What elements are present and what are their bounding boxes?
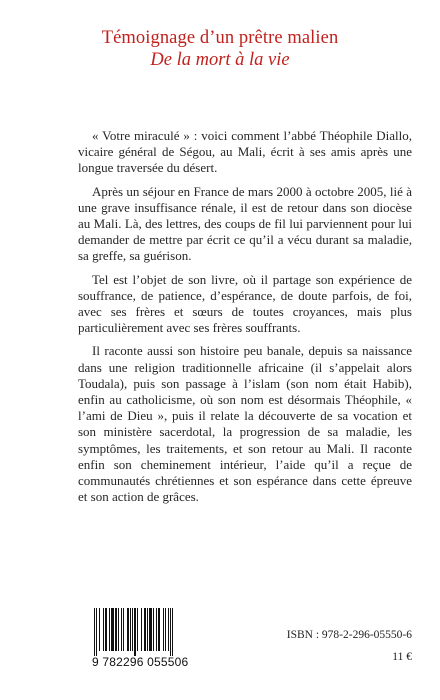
barcode-bar — [118, 608, 119, 651]
barcode-bar — [165, 608, 166, 651]
barcode-bar — [163, 608, 164, 651]
barcode-bar — [144, 608, 146, 651]
barcode-digits: 9 782296 055506 — [92, 655, 189, 669]
barcode-bar — [168, 608, 169, 651]
barcode-bar — [134, 608, 136, 656]
barcode-bar — [96, 608, 97, 656]
barcode-bar — [99, 608, 100, 651]
barcode-bar — [141, 608, 142, 651]
blurb-text — [78, 128, 412, 512]
barcode-bar — [105, 608, 107, 651]
price-label: 11 € — [392, 651, 412, 663]
barcode-bar — [115, 608, 117, 651]
barcode-bar — [94, 608, 95, 656]
barcode-bar — [147, 608, 148, 651]
blurb-paragraph: Après un séjour en France de mars 2000 à octobre 2005, lié à une grave insuffisance rénale, il est de retour dans son diocèse au Mali. Là, des lettres, des coups de fil lui parviennent pour lui demander de mettre par écrit ce qu’il a vécu durant sa maladie, sa greffe, sa guérison. — [78, 183, 412, 264]
barcode-bars — [92, 608, 202, 656]
barcode-bar — [109, 608, 110, 651]
barcode-bar — [170, 608, 171, 656]
barcode-bar — [153, 608, 154, 651]
barcode-bar — [158, 608, 160, 651]
barcode-bar — [132, 608, 133, 651]
barcode-bar — [103, 608, 104, 651]
book-title: Témoignage d’un prêtre malien — [101, 28, 339, 48]
barcode-bar — [111, 608, 114, 651]
isbn-label: ISBN : 978-2-296-05550-6 — [286, 629, 412, 641]
barcode-bar — [137, 608, 138, 651]
barcode-bar — [130, 608, 131, 651]
barcode-bar — [149, 608, 152, 651]
book-subtitle: De la mort à la vie — [150, 50, 290, 70]
blurb-paragraph: Il raconte aussi son histoire peu banale, depuis sa naissance dans une religion traditionnelle africaine (il s’appelait alors Toudala), puis son passage à l’islam (son nom était Habib), enfin au catholicisme, où son nom est désormais Théophile, « l’ami de Dieu », puis il relate la découverte de sa vocation et son ministère sacerdotal, la progression de sa maladie, les symptômes, les traitements, et son retour au Mali. Il raconte enfin son cheminement intérieur, l’aide qu’il a reçue de communautés chrétiennes et son espérance dans cette épreuve et son action de grâces. — [78, 343, 412, 505]
blurb-paragraph: « Votre miraculé » : voici comment l’abbé Théophile Diallo, vicaire général de Ségou, au Mali, écrit à ses amis après une longue traversée du désert. — [78, 128, 412, 176]
barcode-bar — [123, 608, 124, 651]
barcode-bar — [121, 608, 122, 651]
barcode-bar — [172, 608, 173, 656]
blurb-paragraph: Tel est l’objet de son livre, où il partage son expérience de souffrance, de patience, d’espérance, de doute parfois, de foi, avec ses frères et sœurs de toutes croyances, mais plus particulièrement avec ses frères souffrants. — [78, 271, 412, 336]
barcode-bar — [127, 608, 129, 651]
barcode-bar — [156, 608, 157, 651]
